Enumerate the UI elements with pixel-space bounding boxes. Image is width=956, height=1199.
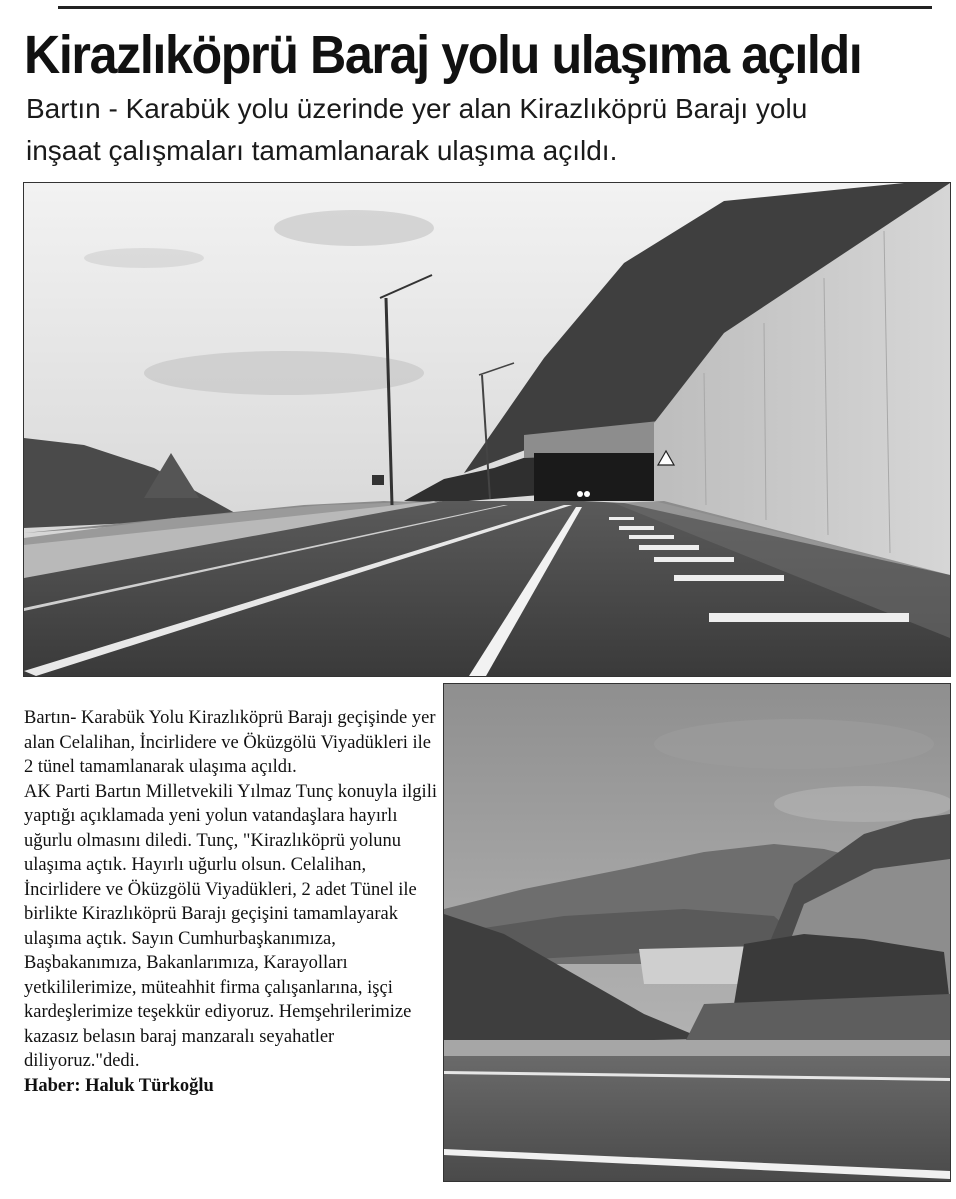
dam-lake-photo <box>443 683 951 1182</box>
byline: Haber: Haluk Türkoğlu <box>24 1075 214 1096</box>
road-tunnel-illustration <box>24 183 950 676</box>
body-paragraph-1: Bartın- Karabük Yolu Kirazlıköprü Barajı geçişinde yer alan Celalihan, İncirlidere ve Öküzgölü Viyadükleri ile 2 tünel tamamlanarak ulaşıma açıldı. <box>24 708 436 777</box>
road-tunnel-photo <box>23 182 951 677</box>
dam-lake-illustration <box>444 684 950 1181</box>
deck-line-1: Bartın - Karabük yolu üzerinde yer alan Kirazlıköprü Barajı yolu <box>26 93 808 124</box>
headline: Kirazlıköprü Baraj yolu ulaşıma açıldı <box>24 25 862 85</box>
top-rule <box>58 6 932 9</box>
body-paragraph-2: AK Parti Bartın Milletvekili Yılmaz Tunç konuyla ilgili yaptığı açıklamada yeni yolun vatandaşlara hayırlı uğurlu olmasını diledi. Tunç, "Kirazlıköprü yolunu ulaşıma açtık. Hayırlı uğurlu olsun. Celalihan, İncirlidere ve Öküzgölü Viyadükleri, 2 adet Tünel ile birlikte Kirazlıköprü Barajı geçişini tamamlayarak ulaşıma açtık. Sayın Cumhurbaşkanımıza, Başbakanımıza, Bakanlarımıza, Karayolları yetkililerimize, müteahhit firma çalışanlarına, işçi kardeşlerimize teşekkür ediyoruz. Hemşehrilerimize kazasız belasın baraj manzaralı seyahatler diliyoruz."dedi. <box>24 781 437 1071</box>
article-body <box>24 706 438 1098</box>
deck <box>26 88 946 172</box>
deck-line-2: inşaat çalışmaları tamamlanarak ulaşıma açıldı. <box>26 135 618 166</box>
